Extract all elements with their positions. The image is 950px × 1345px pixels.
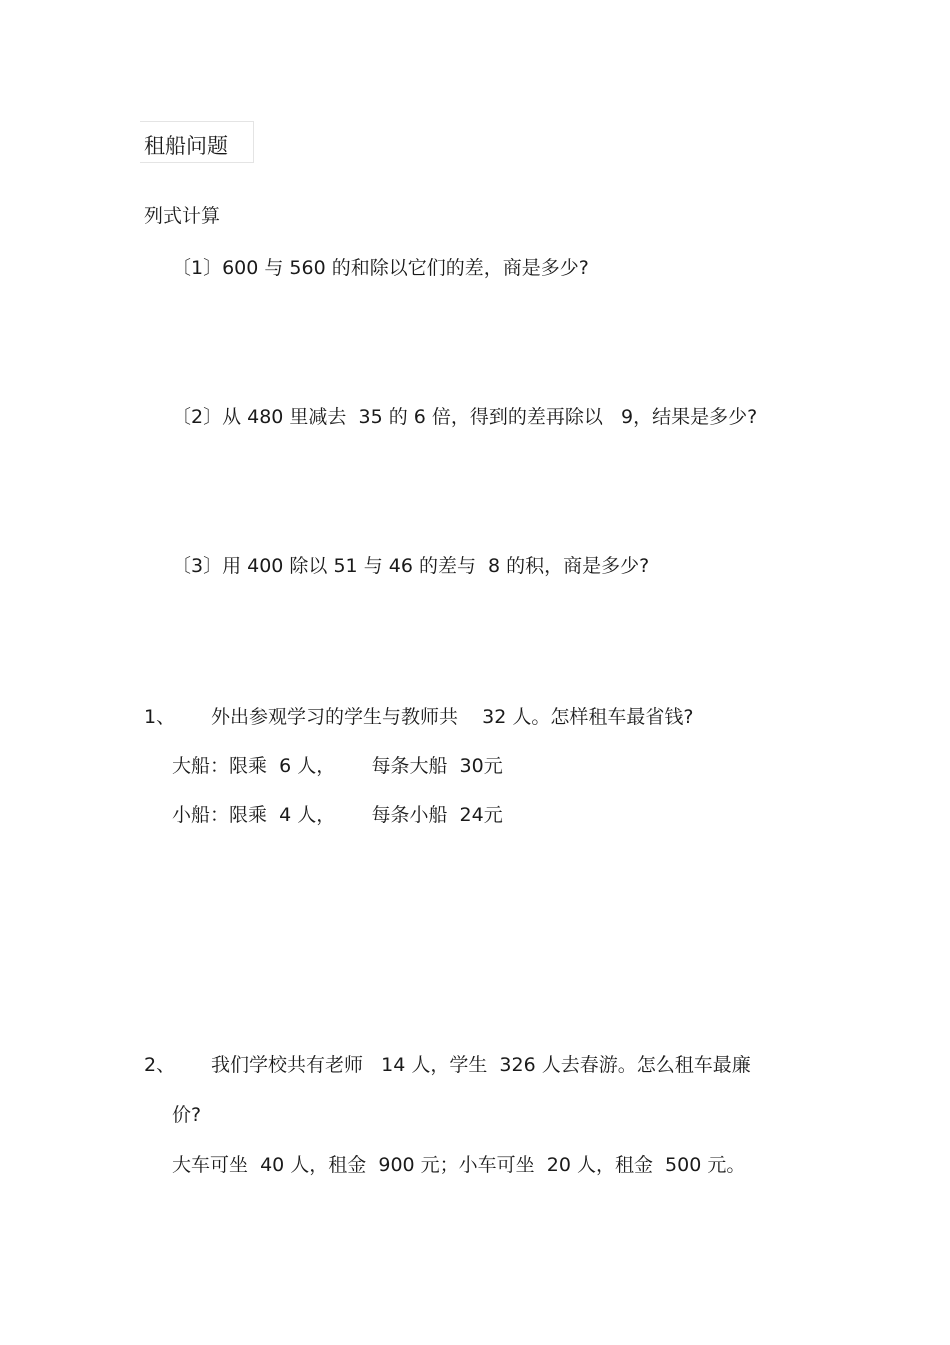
calc-question-1: 〔1〕600 与 560 的和除以它们的差，商是多少? <box>172 257 589 279</box>
page-title: 租船问题 <box>144 134 228 158</box>
problem-2-text: 我们学校共有老师 14 人，学生 326 人去春游。怎么租车最廉 <box>211 1054 751 1076</box>
problem-2-details: 大车可坐 40 人，租金 900 元；小车可坐 20 人，租金 500 元。 <box>172 1154 746 1176</box>
problem-1-big-boat: 大船：限乘 6 人， 每条大船 30元 <box>172 755 503 777</box>
problem-1-text: 外出参观学习的学生与教师共 32 人。怎样租车最省钱? <box>211 706 694 728</box>
calc-question-3: 〔3〕用 400 除以 51 与 46 的差与 8 的积，商是多少? <box>172 555 650 577</box>
section-heading: 列式计算 <box>144 205 221 227</box>
problem-1-number: 1、 <box>144 706 176 728</box>
problem-2-number: 2、 <box>144 1054 176 1076</box>
calc-question-2: 〔2〕从 480 里减去 35 的 6 倍，得到的差再除以 9，结果是多少? <box>172 406 758 428</box>
problem-1-small-boat: 小船：限乘 4 人， 每条小船 24元 <box>172 804 503 826</box>
problem-2-text-cont: 价? <box>172 1104 202 1126</box>
